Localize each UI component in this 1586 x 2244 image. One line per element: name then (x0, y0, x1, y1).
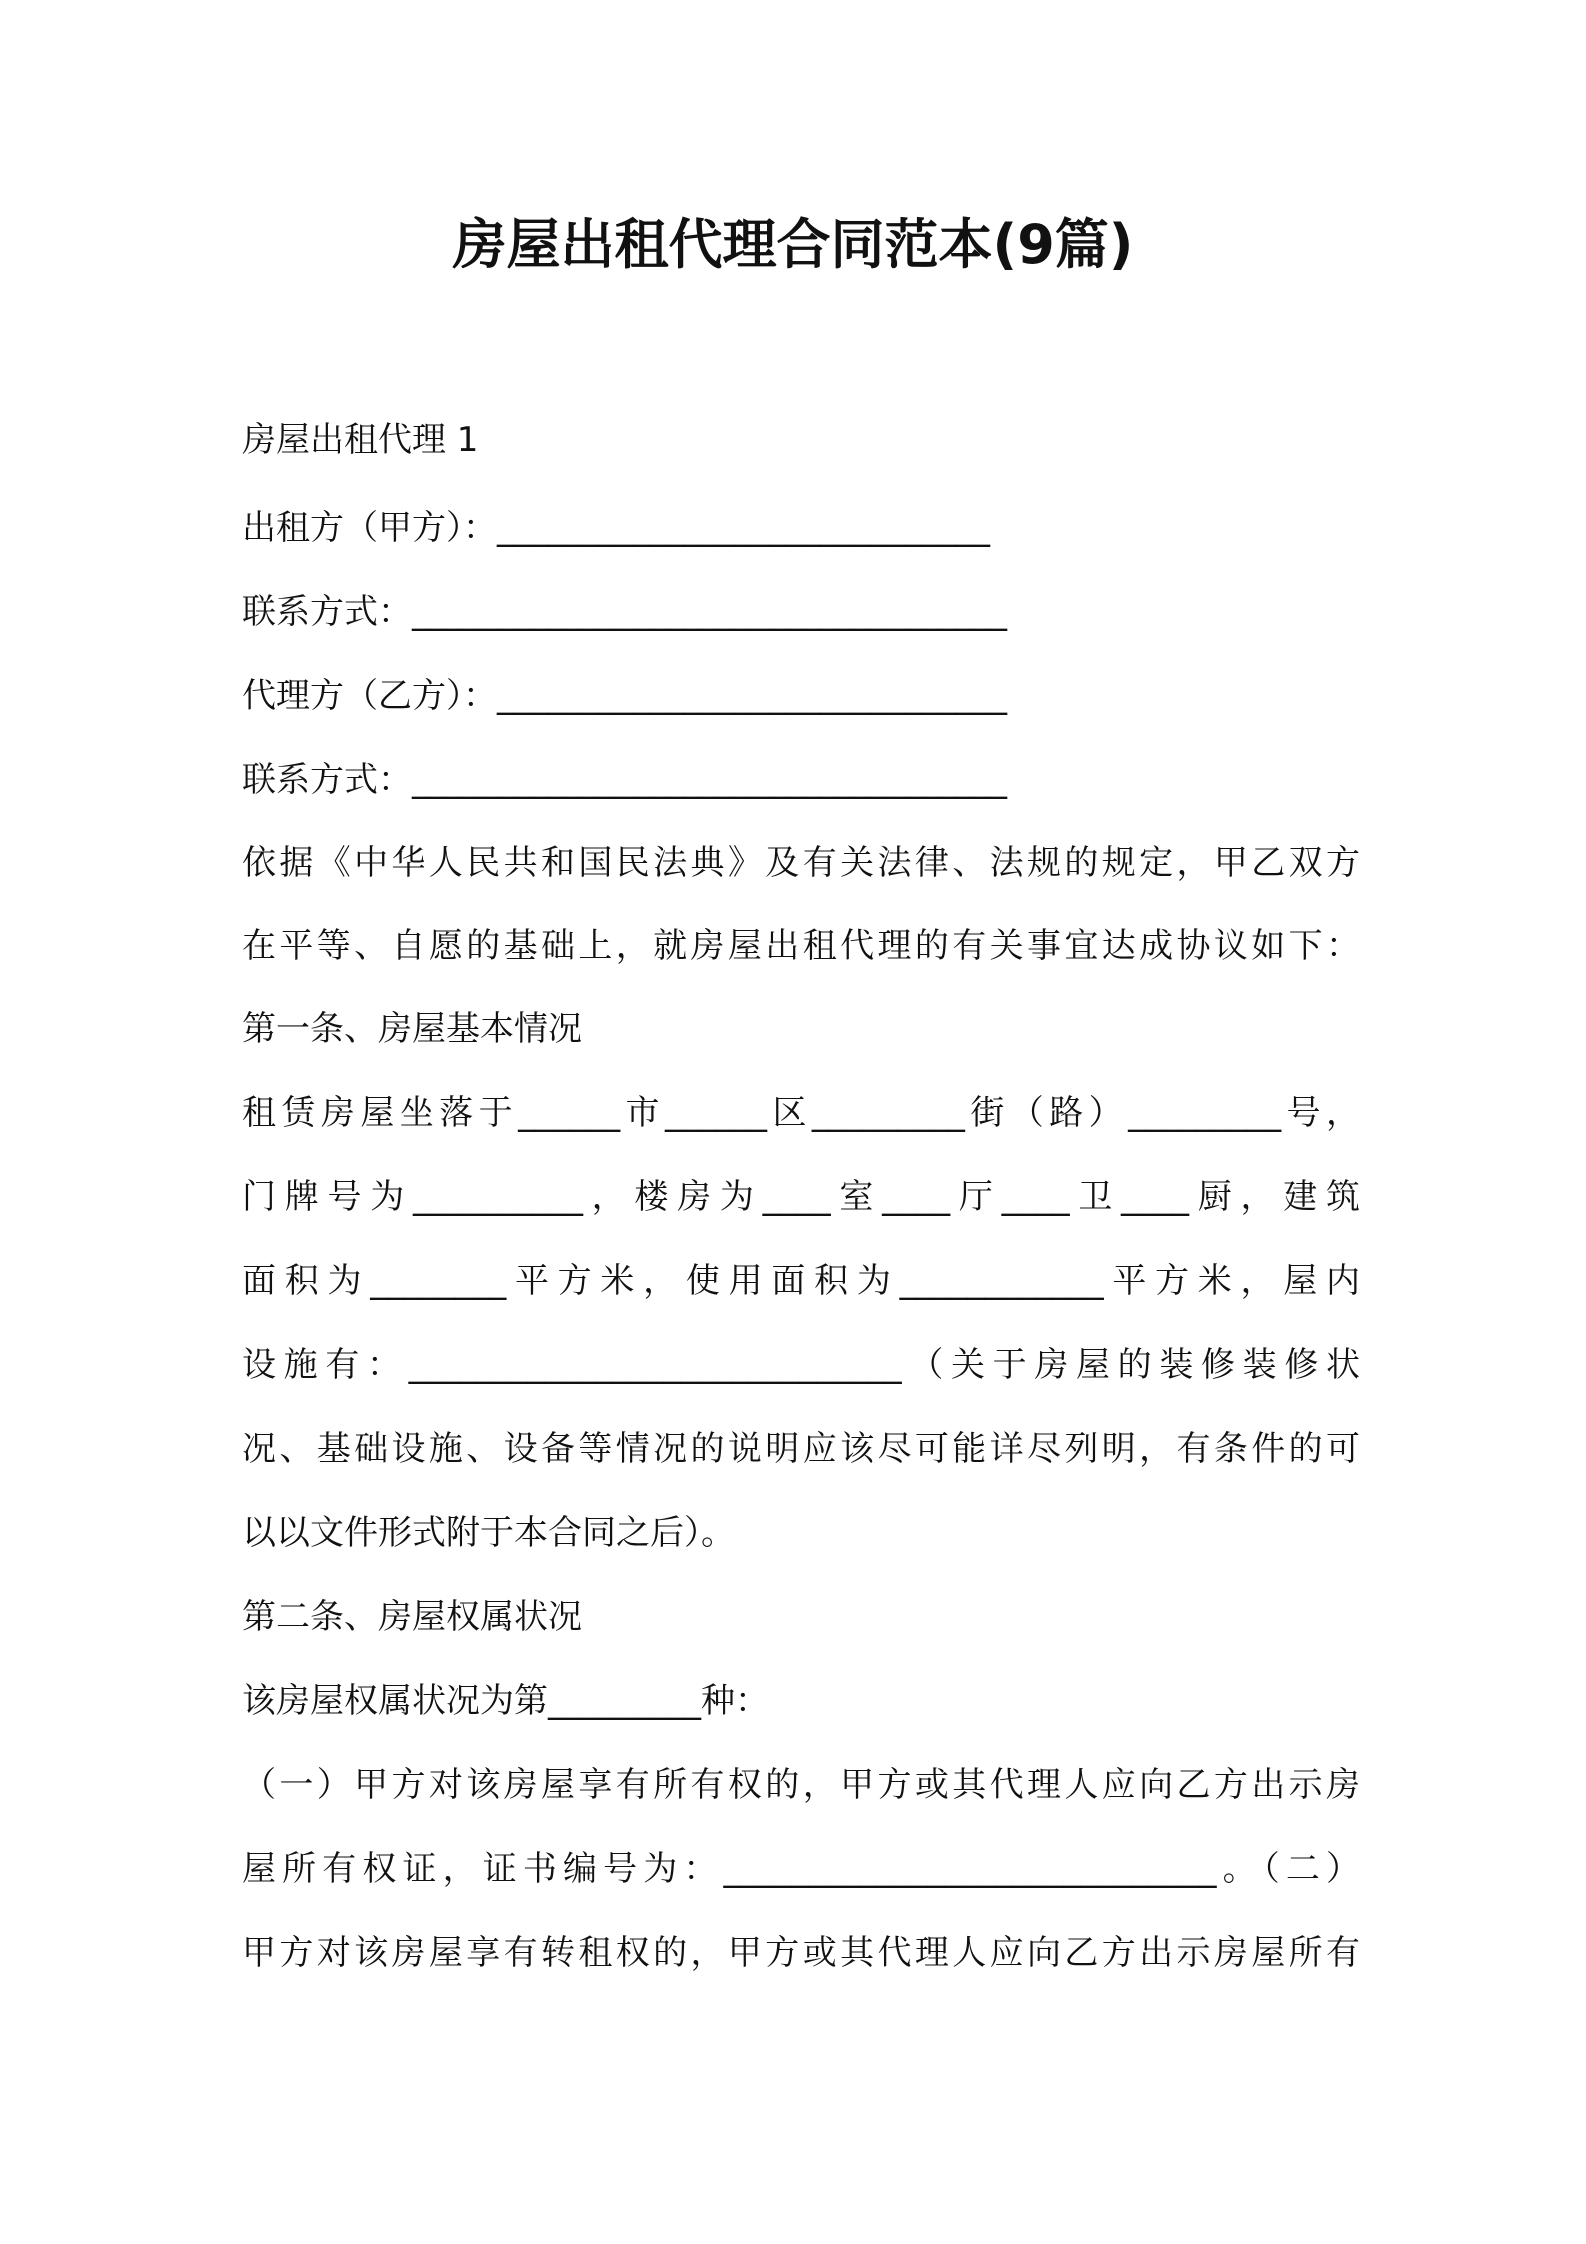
agent-field-line: 代理方（乙方）：______________________________ (242, 676, 1007, 716)
paragraph-line: 屋所有权证，证书编号为：_____________________________。（二） (242, 1849, 1360, 1889)
paragraph-line: 依据《中华人民共和国民法典》及有关法律、法规的规定，甲乙双方 (242, 843, 1360, 883)
lessor-contact-line: 联系方式：___________________________________ (242, 592, 1007, 632)
paragraph-line: 以以文件形式附于本合同之后）。 (242, 1513, 735, 1553)
paragraph-line: 租赁房屋坐落于______市______区_________街（路）_________号， (242, 1093, 1360, 1133)
paragraph-line: 在平等、自愿的基础上，就房屋出租代理的有关事宜达成协议如下： (242, 926, 1360, 966)
section-heading: 房屋出租代理 1 (242, 420, 479, 460)
paragraph-line: 面积为________平方米，使用面积为____________平方米，屋内 (242, 1261, 1360, 1301)
paragraph-line: 甲方对该房屋享有转租权的，甲方或其代理人应向乙方出示房屋所有 (242, 1933, 1360, 1973)
article-heading: 第一条、房屋基本情况 (242, 1009, 582, 1049)
paragraph-line: 设施有：_____________________________（关于房屋的装修装修状 (242, 1345, 1360, 1385)
paragraph-line: 该房屋权属状况为第_________种： (242, 1681, 769, 1721)
paragraph-line: 门牌号为__________，楼房为____室____厅____卫____厨，建筑 (242, 1177, 1360, 1217)
paragraph-line: （一）甲方对该房屋享有所有权的，甲方或其代理人应向乙方出示房 (242, 1765, 1360, 1805)
article-heading: 第二条、房屋权属状况 (242, 1597, 582, 1637)
lessor-field-line: 出租方（甲方）：_____________________________ (242, 508, 990, 548)
document-title: 房屋出租代理合同范本(9篇) (452, 213, 1134, 276)
agent-contact-line: 联系方式：___________________________________ (242, 760, 1007, 800)
paragraph-line: 况、基础设施、设备等情况的说明应该尽可能详尽列明，有条件的可 (242, 1429, 1360, 1469)
